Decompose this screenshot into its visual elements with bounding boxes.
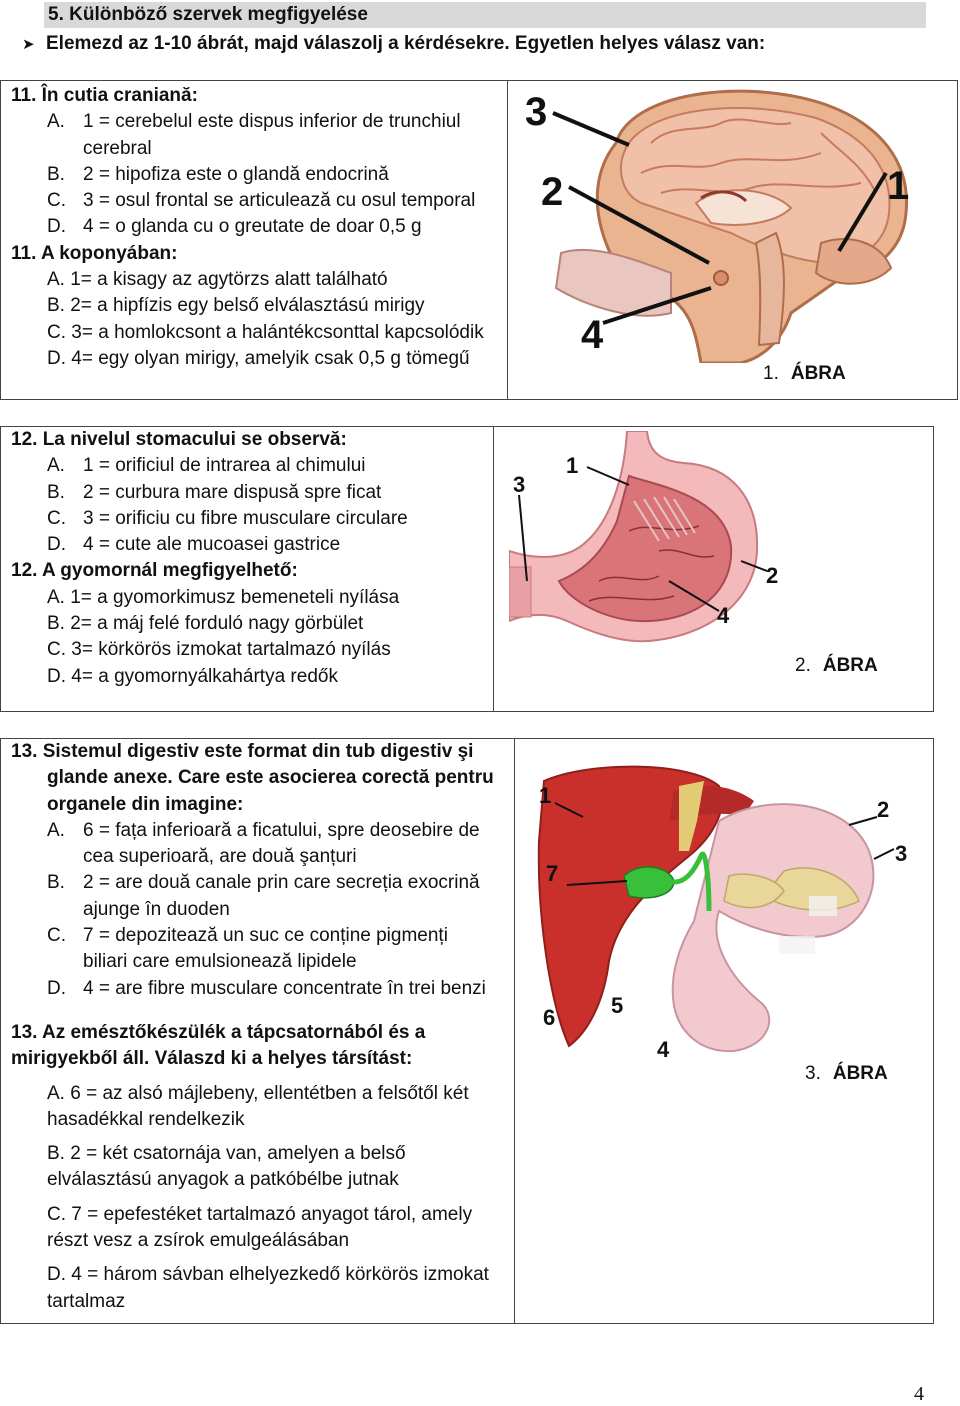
option-ro-d: D. 4 = o glanda cu o greutate de doar 0,5 g: [47, 216, 422, 238]
stomach-figure: [509, 431, 799, 651]
organ-label-5: 5: [611, 993, 624, 1018]
organ-label-3: 3: [895, 841, 908, 866]
question-12-hu-title: 12. A gyomornál megfigyelhető:: [11, 560, 298, 582]
question-13-hu-title-line-1: 13. Az emésztőkészülék a tápcsatornából és a: [11, 1022, 426, 1043]
stomach-label-2: 2: [766, 563, 779, 588]
option-ro-c: C. 3 = orificiu cu fibre musculare circulare: [47, 507, 408, 529]
option-hu-c: C. 3= a homlokcsont a halántékcsonttal kapcsolódik: [47, 321, 484, 343]
option-hu-c: C. 3= körkörös izmokat tartalmazó nyílás: [47, 639, 391, 661]
organ-label-4: 4: [657, 1037, 670, 1062]
stomach-label-3: 3: [513, 472, 526, 497]
question-12-text: [11, 427, 408, 690]
option-hu-a-cont: hasadékkal rendelkezik: [47, 1108, 245, 1130]
option-ro-a-cont: cerebral: [83, 137, 152, 159]
section-heading: 5. Különböző szervek megfigyelése: [44, 2, 926, 28]
option-ro-a-cont: cea superioară, are două şanțuri: [83, 846, 357, 868]
figure-2-caption: 2. ÁBRA: [795, 655, 878, 676]
instruction-line: [22, 31, 765, 58]
figure-1-caption: 1. ÁBRA: [763, 363, 846, 384]
option-ro-a: A. 6 = fața inferioară a ficatului, spre deosebire de: [47, 819, 480, 841]
option-ro-b: B. 2 = curbura mare dispusă spre ficat: [47, 481, 382, 503]
option-ro-a: A. 1 = orificiul de intrarea al chimului: [47, 455, 366, 477]
column-divider: [493, 427, 494, 711]
organ-label-1: 1: [539, 783, 552, 808]
option-hu-c-cont: részt vesz a zsírok emulgeálásában: [47, 1230, 350, 1252]
question-12-box: [0, 426, 934, 712]
option-hu-b-cont: elválasztású anyagok a patkóbélbe jutnak: [47, 1169, 399, 1191]
question-13-ro-title-line-1: 13. Sistemul digestiv este format din tub digestiv şi: [11, 741, 474, 762]
option-ro-d: D. 4 = cute ale mucoasei gastrice: [47, 534, 341, 556]
instruction-text: Elemezd az 1-10 ábrát, majd válaszolj a kérdésekre. Egyetlen helyes válasz van:: [46, 33, 766, 54]
option-hu-d: D. 4 = három sávban elhelyezkedő körkörös izmokat: [47, 1264, 489, 1286]
option-hu-d: D. 4= a gyomornyálkahártya redők: [47, 665, 338, 687]
option-ro-c: C. 7 = depozitează un suc ce conține pigmenți: [47, 925, 448, 947]
stomach-label-4: 4: [717, 603, 730, 628]
option-hu-a: A. 1= a kisagy az agytörzs alatt található: [47, 269, 388, 291]
question-11-ro-title: 11. În cutia craniană:: [11, 85, 198, 106]
question-11-box: [0, 80, 958, 400]
option-hu-a: A. 6 = az alsó májlebeny, ellentétben a felsőtől két: [47, 1082, 469, 1104]
brain-figure: [521, 83, 921, 363]
option-hu-a: A. 1= a gyomorkimusz bemeneteli nyílása: [47, 586, 400, 608]
brain-label-2: 2: [541, 170, 564, 214]
question-13-hu-title-line-2: mirigyekből áll. Válaszd ki a helyes társítást:: [11, 1048, 413, 1070]
question-13-ro-text: [11, 739, 494, 1002]
option-hu-d-cont: tartalmaz: [47, 1290, 126, 1312]
option-hu-d: D. 4= egy olyan mirigy, amelyik csak 0,5 g tömegű: [47, 347, 470, 369]
brain-label-4: 4: [581, 313, 604, 357]
organ-label-6: 6: [543, 1005, 556, 1030]
stomach-label-1: 1: [566, 453, 579, 478]
question-13-hu-text: [11, 1020, 489, 1315]
arrow-bullet-icon: ➤: [22, 36, 35, 53]
column-divider: [514, 739, 515, 1323]
option-hu-b: B. 2= a hipfízis egy belső elválasztású mirigy: [47, 295, 425, 317]
option-ro-c: C. 3 = osul frontal se articulează cu osul temporal: [47, 190, 476, 212]
question-11-text: [11, 83, 484, 372]
option-ro-b: B. 2 = are două canale prin care secreția exocrină: [47, 872, 480, 894]
option-ro-b: B. 2 = hipofiza este o glandă endocrină: [47, 163, 389, 185]
question-13-ro-title-line-3: organele din imagine:: [47, 793, 244, 815]
column-divider: [507, 81, 508, 399]
brain-label-1: 1: [887, 164, 910, 208]
option-hu-c: C. 7 = epefestéket tartalmazó anyagot tárol, amely: [47, 1203, 473, 1225]
figure-3-caption: 3. ÁBRA: [805, 1063, 888, 1084]
question-11-hu-title: 11. A koponyában:: [11, 242, 178, 264]
page-number: 4: [914, 1383, 924, 1405]
option-ro-d: D. 4 = are fibre musculare concentrate în trei benzi: [47, 977, 486, 999]
option-hu-b: B. 2= a máj felé forduló nagy görbület: [47, 613, 364, 635]
option-ro-c-cont: biliari care emulsionează lipidele: [83, 951, 357, 973]
digestive-figure: [529, 761, 929, 1061]
brain-label-3: 3: [525, 90, 548, 134]
option-ro-b-cont: ajunge în duoden: [83, 898, 230, 920]
question-13-box: [0, 738, 934, 1324]
question-12-ro-title: 12. La nivelul stomacului se observă:: [11, 429, 347, 450]
organ-label-7: 7: [546, 861, 559, 886]
option-hu-b: B. 2 = két csatornája van, amelyen a belső: [47, 1143, 406, 1165]
question-13-ro-title-line-2: glande anexe. Care este asocierea corectă pentru: [47, 767, 494, 789]
option-ro-a: A. 1 = cerebelul este dispus inferior de trunchiul: [47, 111, 461, 133]
organ-label-2: 2: [877, 797, 890, 822]
